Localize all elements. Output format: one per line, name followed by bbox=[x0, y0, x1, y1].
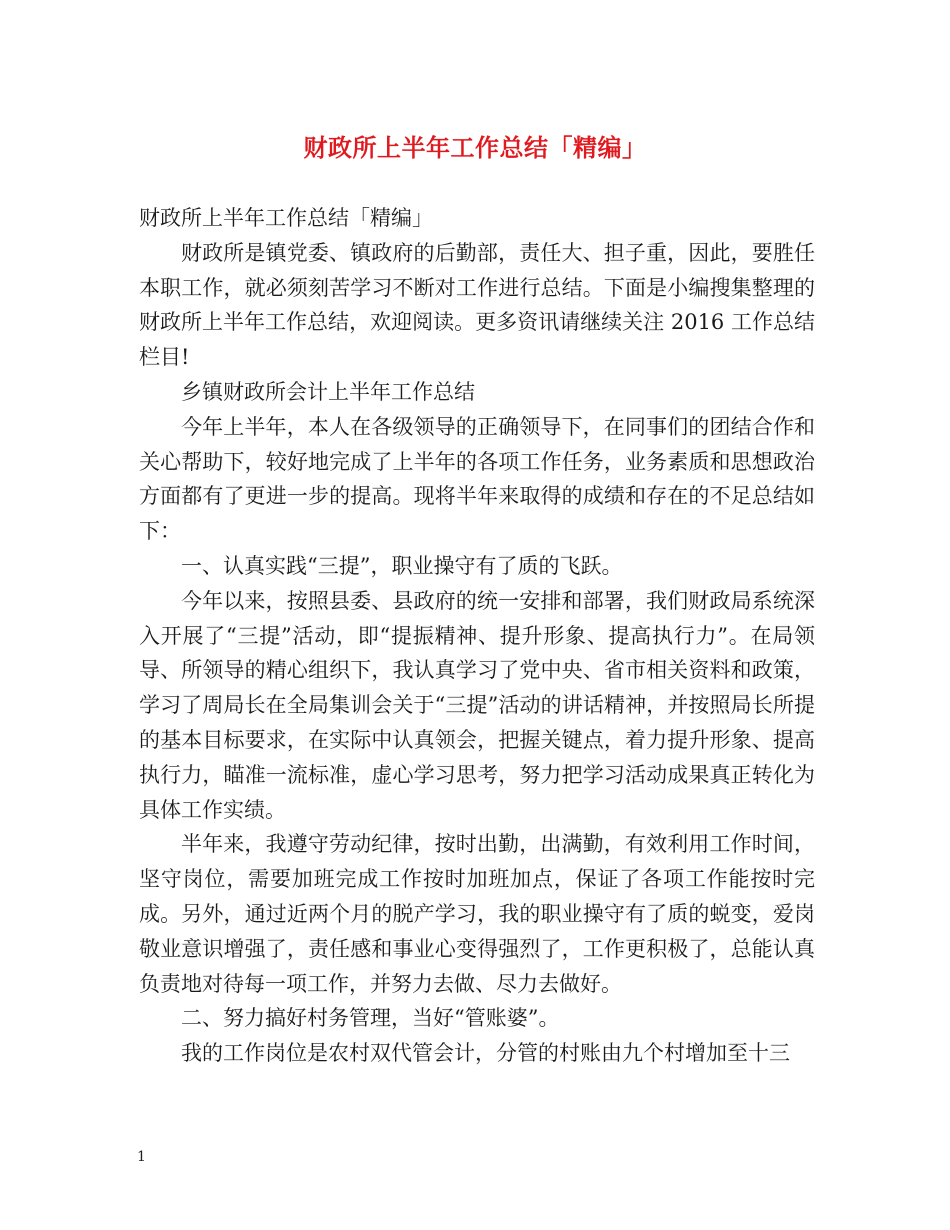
body-paragraph: 今年以来，按照县委、县政府的统一安排和部署，我们财政局系统深入开展了“三提”活动，即“提振精神、提升形象、提高执行力”。在局领导、所领导的精心组织下，我认真学习了党中央、省市相关资料和政策，学习了周局长在全局集训会关于“三提”活动的讲话精神，并按照局长所提的基本目标要求，在实际中认真领会，把握关键点，着力提升形象、提高执行力，瞄准一流标准，虚心学习思考，努力把学习活动成果真正转化为具体工作实绩。 bbox=[139, 588, 815, 822]
section-heading: 二、努力搞好村务管理，当好“管账婆”。 bbox=[181, 1006, 560, 1031]
body-paragraph: 今年上半年，本人在各级领导的正确领导下，在同事们的团结合作和关心帮助下，较好地完成了上半年的各项工作任务，业务素质和思想政治方面都有了更进一步的提高。现将半年来取得的成绩和存在的不足总结如下： bbox=[139, 414, 815, 544]
body-paragraph: 我的工作岗位是农村双代管会计，分管的村账由九个村增加至十三 bbox=[181, 1041, 790, 1066]
body-paragraph: 财政所上半年工作总结「精编」 bbox=[139, 206, 433, 230]
body-paragraph: 财政所是镇党委、镇政府的后勤部，责任大、担子重，因此，要胜任本职工作，就必须刻苦学习不断对工作进行总结。下面是小编搜集整理的财政所上半年工作总结，欢迎阅读。更多资讯请继续关注 2016 工作总结栏目! bbox=[139, 240, 815, 370]
section-heading: 一、认真实践“三提”，职业操守有了质的飞跃。 bbox=[181, 553, 623, 578]
page-number: 1 bbox=[137, 1149, 146, 1165]
section-heading: 乡镇财政所会计上半年工作总结 bbox=[181, 379, 475, 404]
body-paragraph: 半年来，我遵守劳动纪律，按时出勤，出满勤，有效利用工作时间，坚守岗位，需要加班完成工作按时加班加点，保证了各项工作能按时完成。另外，通过近两个月的脱产学习，我的职业操守有了质的蜕变，爱岗敬业意识增强了，责任感和事业心变得强烈了，工作更积极了，总能认真负责地对待每一项工作，并努力去做、尽力去做好。 bbox=[139, 832, 815, 996]
document-body bbox=[139, 201, 815, 1071]
document-title: 财政所上半年工作总结「精编」 bbox=[303, 133, 647, 162]
